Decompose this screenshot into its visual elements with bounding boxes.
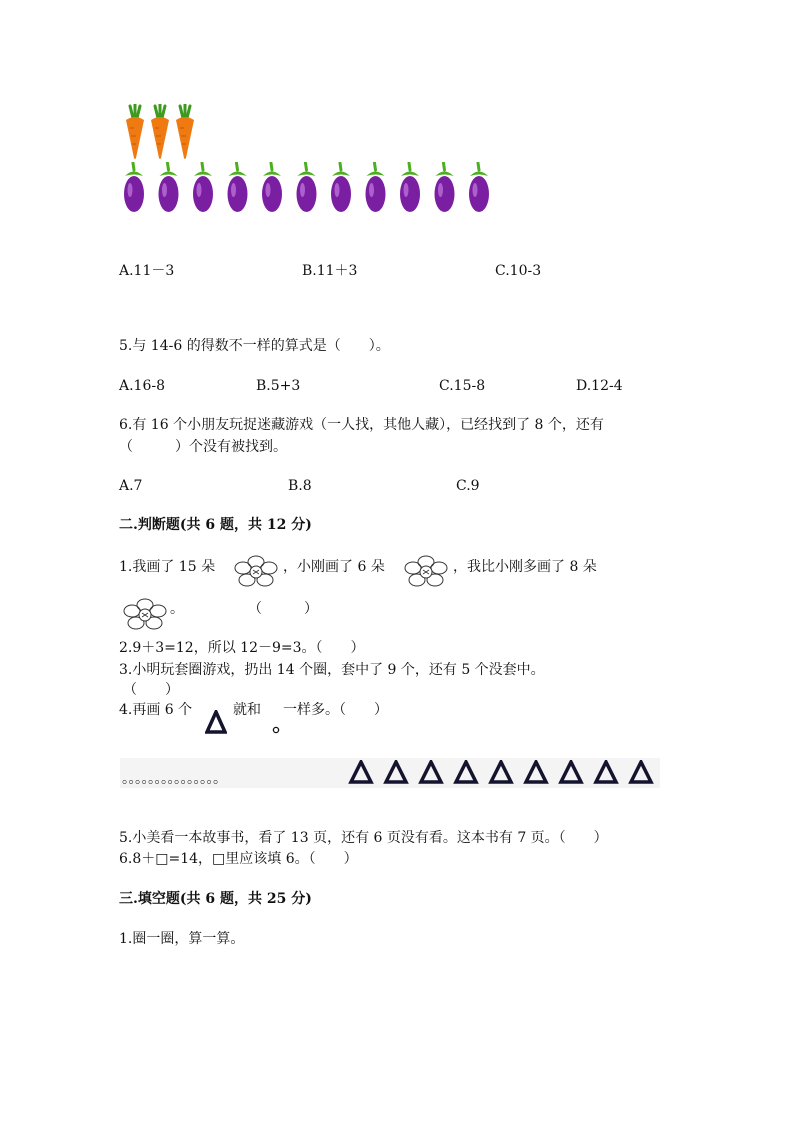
j3-question-line2: （ ）: [123, 682, 179, 698]
section2-title: 二.判断题(共 6 题，共 12 分): [119, 517, 312, 533]
j1-part1: 1.我画了 15 朵: [119, 559, 216, 575]
j4-part2: 就和: [233, 702, 261, 718]
j4-part3: 一样多。（ ）: [283, 702, 388, 718]
q4-option-c: C.10-3: [495, 263, 542, 279]
triangle-icon: [205, 710, 227, 734]
j3-question-line1: 3.小明玩套圈游戏，扔出 14 个圈，套中了 9 个，还有 5 个没套中。: [119, 662, 545, 678]
j1-part2: ，小刚画了 6 朵: [283, 559, 385, 575]
eggplant-icon: [366, 163, 386, 212]
small-circle-icon: [272, 726, 280, 734]
carrot-icon: [176, 104, 194, 159]
eggplant-group: [122, 162, 497, 214]
eggplant-icon: [262, 163, 282, 212]
eggplant-icon: [331, 163, 351, 212]
flower-icon: [232, 553, 280, 591]
j1-part3: ，我比小刚多画了 8 朵: [453, 559, 597, 575]
triangle-icon: [386, 762, 406, 782]
eggplant-icon: [400, 163, 420, 212]
eggplant-icon: [124, 163, 144, 212]
j4-triangle-row: [348, 760, 658, 786]
j4-circle-row: 。。。。。。。。。。。。。。。: [122, 771, 227, 787]
eggplant-icon: [435, 163, 455, 212]
triangle-icon: [631, 762, 651, 782]
triangle-icon: [491, 762, 511, 782]
carrot-icon: [126, 104, 144, 159]
q4-option-b: B.11＋3: [302, 263, 358, 279]
triangle-icon: [456, 762, 476, 782]
triangle-icon: [526, 762, 546, 782]
q6-option-a: A.7: [119, 478, 143, 494]
q5-option-a: A.16-8: [119, 378, 166, 394]
triangle-icon: [351, 762, 371, 782]
carrot-icon: [151, 104, 169, 159]
q6-option-c: C.9: [456, 478, 480, 494]
j1-answer-paren: （ ）: [248, 601, 318, 617]
carrot-group: [122, 104, 200, 160]
q4-option-a: A.11－3: [119, 263, 175, 279]
triangle-icon: [596, 762, 616, 782]
eggplant-icon: [228, 163, 248, 212]
q5-question: 5.与 14-6 的得数不一样的算式是（ ）。: [119, 338, 390, 354]
q6-option-b: B.8: [288, 478, 312, 494]
q5-option-d: D.12-4: [576, 378, 623, 394]
eggplant-icon: [193, 163, 213, 212]
flower-icon: [121, 596, 169, 634]
triangle-icon: [561, 762, 581, 782]
s3-q1-question: 1.圈一圈，算一算。: [119, 931, 245, 947]
q5-option-b: B.5+3: [256, 378, 301, 394]
j6-question: 6.8＋□=14，□里应该填 6。（ ）: [119, 851, 358, 867]
q5-option-c: C.15-8: [439, 378, 486, 394]
carrot-row: [122, 104, 200, 160]
triangle-icon: [421, 762, 441, 782]
eggplant-icon: [469, 163, 489, 212]
section3-title: 三.填空题(共 6 题，共 25 分): [119, 891, 312, 907]
j4-part1: 4.再画 6 个: [119, 702, 193, 718]
j5-question: 5.小美看一本故事书，看了 13 页，还有 6 页没有看。这本书有 7 页。（ ）: [119, 830, 608, 846]
j2-question: 2.9＋3=12，所以 12－9=3。（ ）: [119, 640, 365, 656]
j1-part4: 。: [170, 601, 184, 617]
eggplant-icon: [297, 163, 317, 212]
q6-question-line1: 6.有 16 个小朋友玩捉迷藏游戏（一人找，其他人藏），已经找到了 8 个，还有: [119, 417, 604, 433]
eggplant-icon: [159, 163, 179, 212]
flower-icon: [402, 553, 450, 591]
eggplant-row: [122, 162, 497, 214]
q6-question-line2: （ ）个没有被找到。: [119, 439, 287, 455]
